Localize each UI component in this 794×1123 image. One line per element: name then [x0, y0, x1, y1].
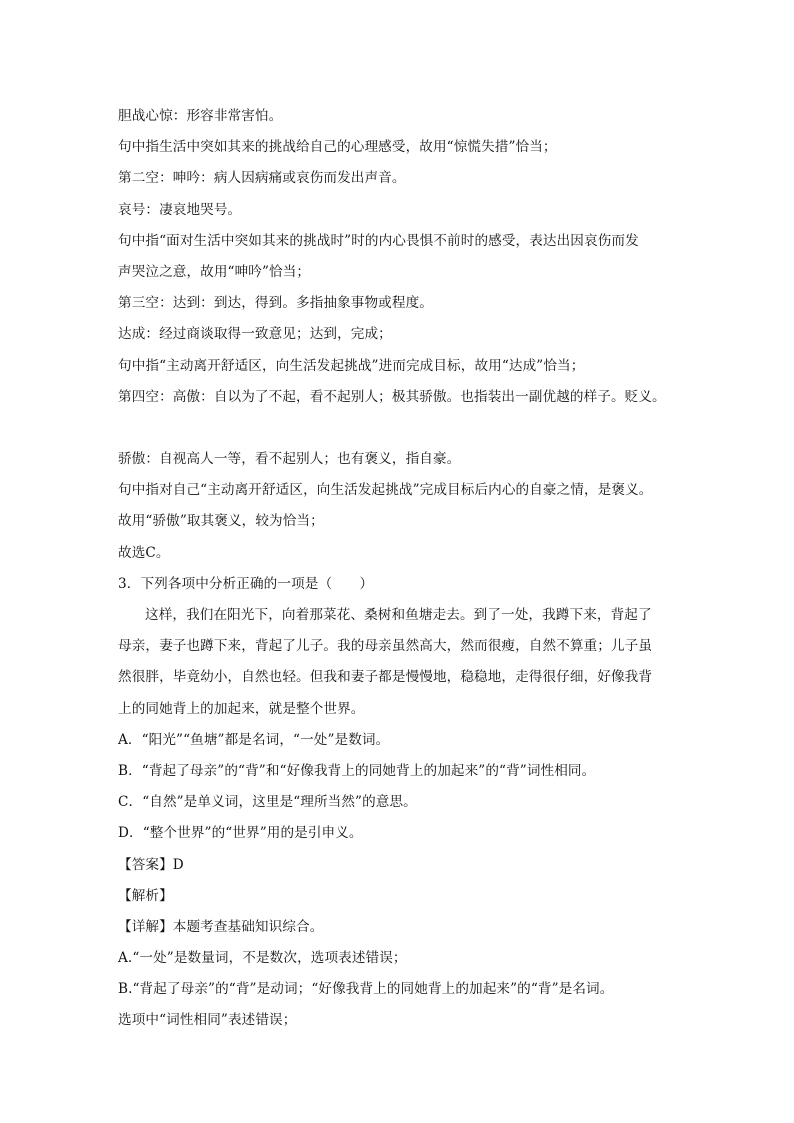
text-line: 句中指“主动离开舒适区，向生活发起挑战”进而完成目标，故用“达成”恰当； — [118, 357, 585, 374]
detail-line: 【详解】本题考查基础知识综合。 — [118, 918, 324, 935]
passage-line: 母亲，妻子也蹲下来，背起了儿子。我的母亲虽然高大，然而很瘦，自然不算重；儿子虽 — [118, 638, 653, 655]
passage-line: 然很胖，毕竟幼小，自然也轻。但我和妻子都是慢慢地，稳稳地，走得很仔细，好像我背 — [118, 669, 653, 686]
detail-line: 选项中“词性相同”表述错误； — [118, 1012, 297, 1029]
text-line: 故选C。 — [118, 544, 170, 561]
text-line: 句中指对自己“主动离开舒适区，向生活发起挑战”完成目标后内心的自豪之情，是褒义。 — [118, 482, 653, 499]
text-line: 达成：经过商谈取得一致意见；达到，完成； — [118, 326, 392, 343]
analysis-label: 【解析】 — [118, 887, 173, 904]
option-c: C．“自然”是单义词，这里是“理所当然”的意思。 — [118, 794, 417, 811]
text-line: 句中指生活中突如其来的挑战给自己的心理感受，故用“惊慌失措”恰当； — [118, 139, 557, 156]
passage-line: 上的同她背上的加起来，就是整个世界。 — [118, 700, 365, 717]
blank-line — [118, 413, 688, 444]
text-line: 胆战心惊：形容非常害怕。 — [118, 108, 283, 124]
document-content — [118, 101, 688, 1037]
detail-line: A.“一处”是数量词，不是数次，选项表述错误； — [118, 950, 407, 967]
text-line: 骄傲：自视高人一等，看不起别人；也有褒义，指自豪。 — [118, 451, 461, 468]
passage-line: 这样，我们在阳光下，向着那菜花、桑树和鱼塘走去。到了一处，我蹲下来，背起了 — [145, 607, 652, 623]
text-line: 哀号：凄哀地哭号。 — [118, 201, 242, 218]
text-line: 故用“骄傲”取其褒义，较为恰当； — [118, 513, 324, 530]
question-stem: 3．下列各项中分析正确的一项是（ ） — [118, 575, 374, 592]
detail-line: B.“背起了母亲”的“背”是动词；“好像我背上的同她背上的加起来”的“背”是名词。 — [118, 981, 614, 998]
text-line: 第四空：高傲：自以为了不起，看不起别人；极其骄傲。也指装出一副优越的样子。贬义。 — [118, 388, 666, 405]
option-d: D．“整个世界”的“世界”用的是引申义。 — [118, 825, 363, 842]
option-b: B．“背起了母亲”的“背”和“好像我背上的同她背上的加起来”的“背”词性相同。 — [118, 762, 596, 779]
text-line: 第二空：呻吟：病人因病痛或哀伤而发出声音。 — [118, 170, 406, 187]
answer-label: 【答案】D — [118, 856, 184, 873]
option-a: A．“阳光”“鱼塘”都是名词，“一处”是数词。 — [118, 731, 390, 748]
text-line: 第三空：达到：到达，得到。多指抽象事物或程度。 — [118, 295, 433, 312]
text-line: 声哭泣之意，故用“呻吟”恰当； — [118, 263, 311, 280]
text-line: 句中指“面对生活中突如其来的挑战时”时的内心畏惧不前时的感受，表达出因哀伤而发 — [118, 232, 639, 249]
